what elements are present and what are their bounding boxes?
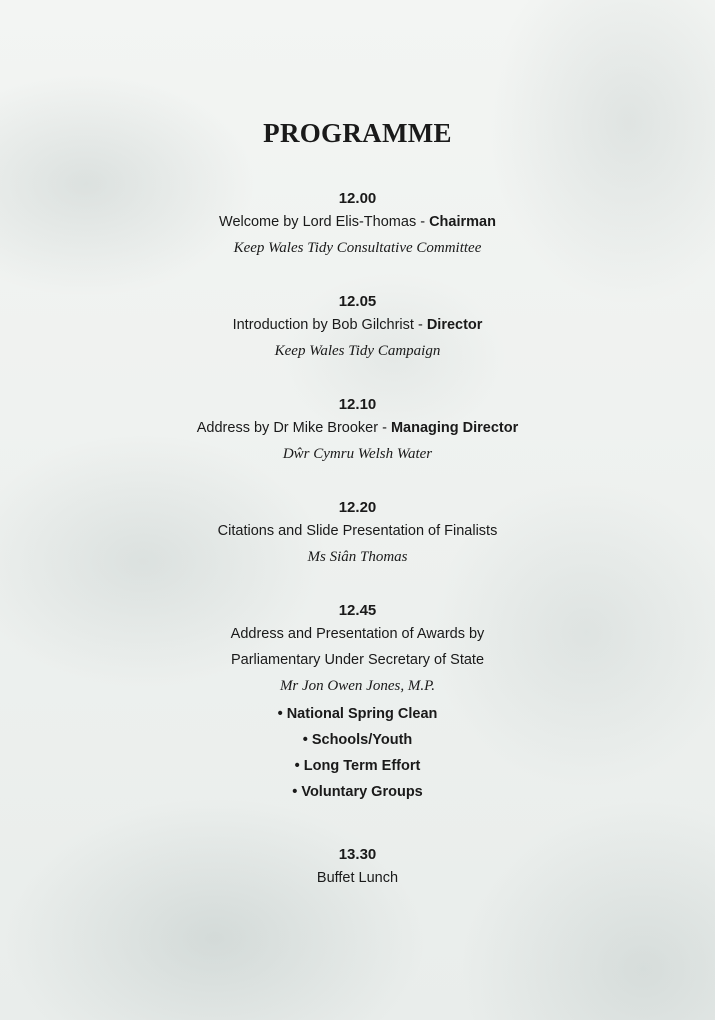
programme-item-1200 [0, 189, 715, 261]
item-description [0, 209, 715, 235]
item-time: 12.45 [338, 602, 377, 619]
item-description: Buffet Lunch [316, 870, 399, 886]
item-role: Director [426, 317, 483, 333]
item-organisation: Dŵr Cymru Welsh Water [282, 446, 433, 462]
item-description-line-2: Parliamentary Under Secretary of State [230, 652, 485, 668]
item-role: Chairman [429, 214, 496, 230]
award-category: • Long Term Effort [294, 758, 421, 774]
item-description-text: Welcome by Lord Elis-Thomas - [219, 214, 430, 230]
item-description-line-1: Address and Presentation of Awards by [230, 626, 485, 642]
page-title: PROGRAMME [263, 118, 452, 148]
item-role: Managing Director [390, 420, 519, 436]
item-description [0, 415, 715, 441]
item-time: 12.20 [338, 499, 377, 516]
programme-item-1330 [0, 845, 715, 891]
award-category: • Voluntary Groups [292, 784, 423, 800]
item-description-text: Introduction by Bob Gilchrist - [232, 317, 427, 333]
item-time: 12.10 [338, 396, 377, 413]
programme-item-1245 [0, 601, 715, 805]
item-organisation: Keep Wales Tidy Consultative Committee [233, 240, 482, 256]
item-time: 13.30 [338, 846, 377, 863]
item-time: 12.00 [338, 190, 377, 207]
item-organisation: Keep Wales Tidy Campaign [274, 343, 441, 359]
item-presenter: Mr Jon Owen Jones, M.P. [279, 678, 436, 694]
award-category: • National Spring Clean [277, 706, 438, 722]
award-category: • Schools/Youth [302, 732, 413, 748]
programme-item-1210 [0, 395, 715, 467]
item-description: Citations and Slide Presentation of Finalists [217, 523, 498, 539]
item-description [0, 312, 715, 338]
programme-item-1205 [0, 292, 715, 364]
item-description-text: Address by Dr Mike Brooker - [196, 420, 391, 436]
programme-item-1220 [0, 498, 715, 570]
item-presenter: Ms Siân Thomas [307, 549, 408, 565]
item-time: 12.05 [338, 293, 377, 310]
